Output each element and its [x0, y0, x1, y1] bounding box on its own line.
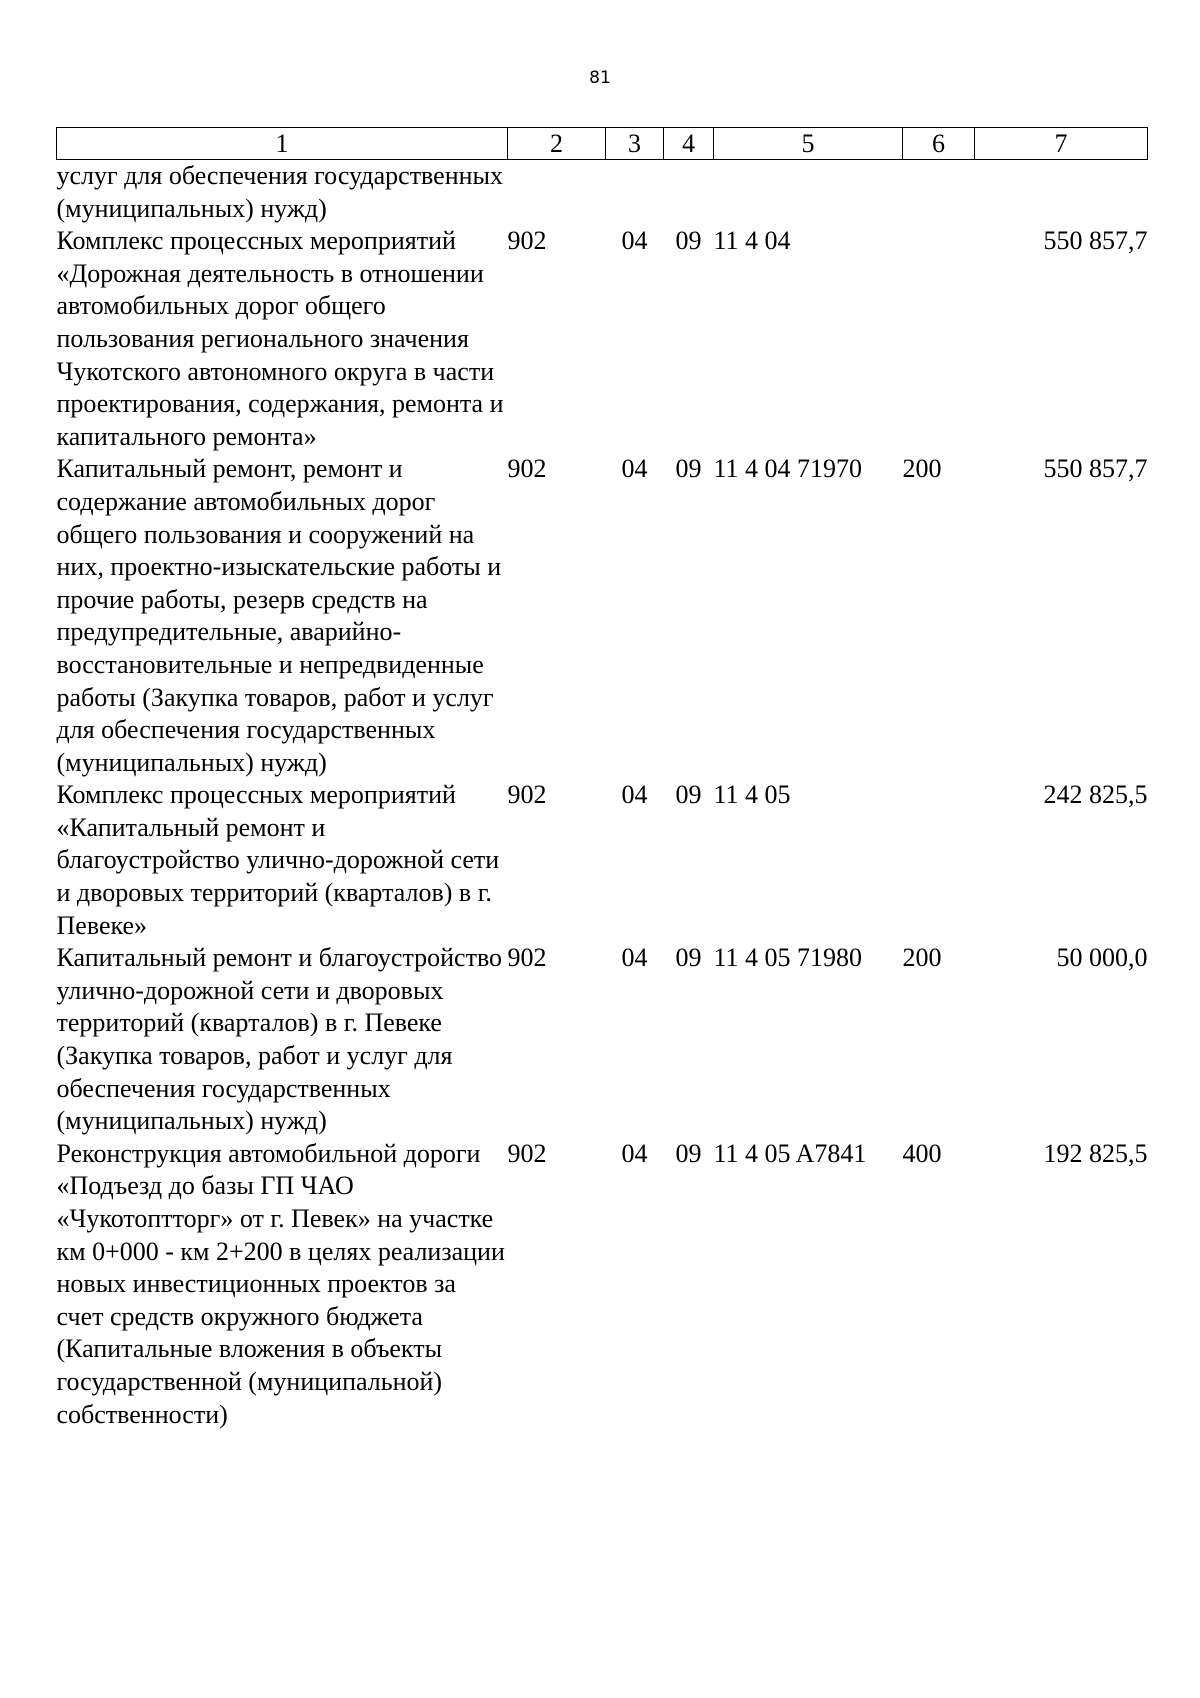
amount-cell: 50 000,0: [1056, 943, 1148, 973]
column-header-2: 2: [508, 128, 606, 160]
page-number: 81: [589, 68, 611, 88]
row-name-cell: Капитальный ремонт, ремонт и содержание автомобильных дорог общего пользования и сооружений на них, проектно-изыскательские работы и прочие работы, резерв средств на предупредительные, аварийно-восстановительные и непредвиденные работы (Закупка товаров, работ и услуг для обеспечения государственных (муниципальных) нужд): [56, 454, 502, 777]
budget-table: [56, 127, 1148, 1431]
target-article-cell: 11 4 05 71980: [713, 943, 863, 973]
target-article-cell: 11 4 04 71970: [713, 454, 863, 484]
column-header-5: 5: [714, 128, 903, 160]
section-cell: 04: [621, 943, 648, 973]
column-header-4: 4: [664, 128, 714, 160]
expense-type-cell: 400: [902, 1138, 942, 1168]
expense-type-cell: 200: [902, 454, 942, 484]
table-row: [57, 779, 1148, 942]
table-row: [57, 160, 1148, 226]
amount-cell: [975, 160, 1148, 226]
amount-cell: 550 857,7: [1043, 226, 1148, 256]
section-cell: 04: [621, 1138, 648, 1168]
grbs-cell: 902: [507, 780, 547, 810]
subsection-cell: 09: [675, 780, 702, 810]
column-header-7: 7: [975, 128, 1148, 160]
subsection-cell: 09: [675, 1138, 702, 1168]
target-article-cell: 11 4 05: [713, 780, 791, 810]
column-header-6: 6: [903, 128, 975, 160]
section-cell: [606, 160, 664, 226]
row-name-cell: Капитальный ремонт и благоустройство улично-дорожной сети и дворовых территорий (кварталов) в г. Певеке (Закупка товаров, работ и услуг для обеспечения государственных (муниципальных) нужд): [56, 943, 503, 1136]
row-name-cell: Комплекс процессных мероприятий «Капитальный ремонт и благоустройство улично-дорожной сети и дворовых территорий (кварталов) в г. Певеке»: [56, 780, 500, 940]
header-row: [57, 128, 1148, 160]
subsection-cell: 09: [675, 226, 702, 256]
subsection-cell: [664, 160, 714, 226]
amount-cell: 242 825,5: [1043, 780, 1148, 810]
row-name-cell: услуг для обеспечения государственных (муниципальных) нужд): [56, 161, 504, 223]
amount-cell: 192 825,5: [1043, 1138, 1148, 1168]
row-name-cell: Комплекс процессных мероприятий «Дорожная деятельность в отношении автомобильных дорог общего пользования регионального значения Чукотского автономного округа в части проектирования, содержания, ремонта и капитального ремонта»: [56, 226, 504, 451]
target-article-cell: [714, 160, 903, 226]
table-row: [57, 1138, 1148, 1431]
grbs-cell: 902: [507, 226, 547, 256]
grbs-cell: 902: [507, 454, 547, 484]
grbs-cell: [508, 160, 606, 226]
column-header-1: 1: [57, 128, 508, 160]
subsection-cell: 09: [675, 454, 702, 484]
expense-type-cell: [903, 779, 975, 942]
table-row: [57, 225, 1148, 453]
section-cell: 04: [621, 454, 648, 484]
expense-type-cell: [903, 160, 975, 226]
expense-type-cell: [903, 225, 975, 453]
target-article-cell: 11 4 05 A7841: [713, 1138, 867, 1168]
column-header-3: 3: [606, 128, 664, 160]
expense-type-cell: 200: [902, 943, 942, 973]
section-cell: 04: [621, 780, 648, 810]
table-row: [57, 942, 1148, 1138]
row-name-cell: Реконструкция автомобильной дороги «Подъезд до базы ГП ЧАО «Чукотоптторг» от г. Певек» на участке км 0+000 - км 2+200 в целях реализации новых инвестиционных проектов за счет средств окружного бюджета (Капитальные вложения в объекты государственной (муниципальной) собственности): [56, 1138, 505, 1429]
subsection-cell: 09: [675, 943, 702, 973]
amount-cell: 550 857,7: [1043, 454, 1148, 484]
grbs-cell: 902: [507, 943, 547, 973]
grbs-cell: 902: [507, 1138, 547, 1168]
table-row: [57, 453, 1148, 779]
section-cell: 04: [621, 226, 648, 256]
target-article-cell: 11 4 04: [713, 226, 791, 256]
